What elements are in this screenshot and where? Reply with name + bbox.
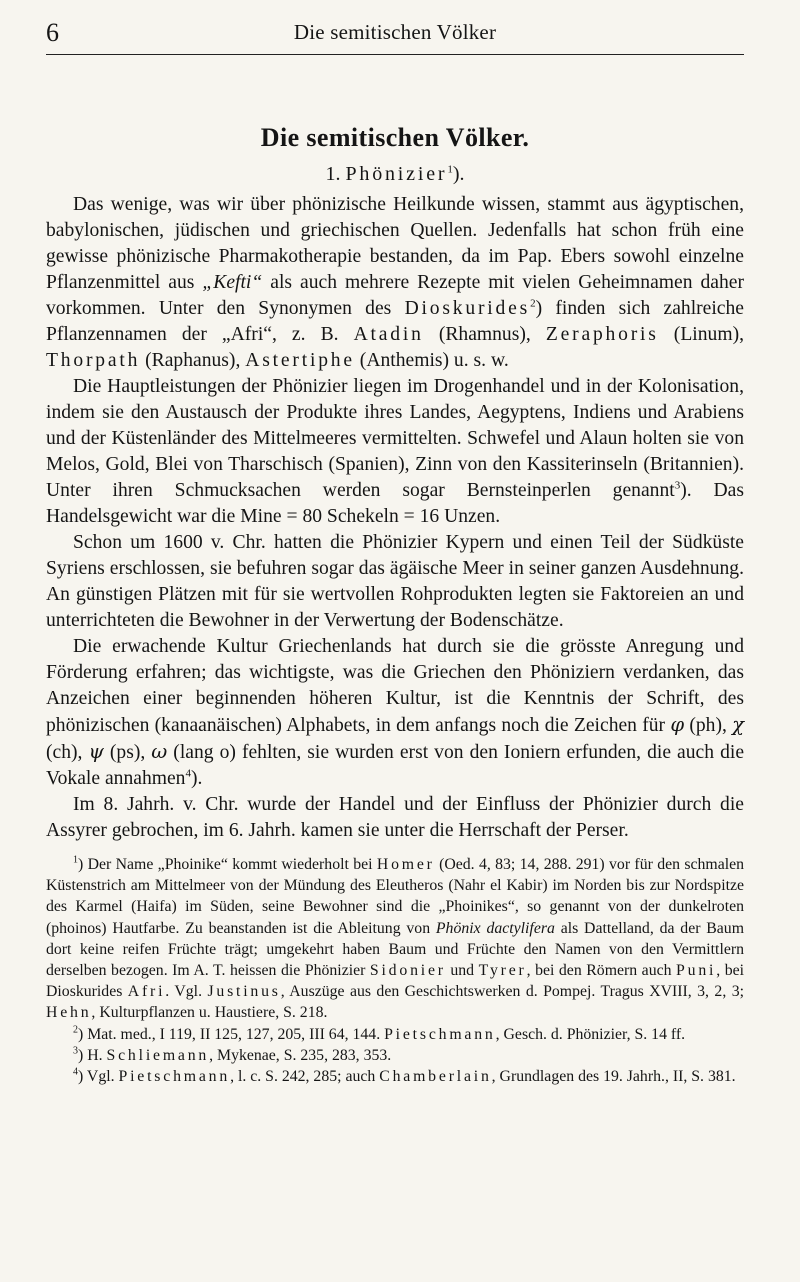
page-number: 6 bbox=[46, 18, 59, 47]
paragraph-4 bbox=[46, 634, 744, 792]
text-run: , Grundlagen des 19. Jahrh., II, S. 381. bbox=[491, 1068, 736, 1086]
text-run: . Vgl. bbox=[165, 983, 208, 1001]
page-header bbox=[46, 0, 744, 55]
footnote-ref-1[interactable]: 1 bbox=[447, 163, 453, 176]
footnote-4 bbox=[46, 1066, 744, 1087]
plant-name: Zeraphoris bbox=[545, 324, 659, 345]
text-run: ). Das Handelsgewicht war die Mine = 80 Schekeln = 16 Unzen. bbox=[46, 480, 745, 527]
name-dioskurides: Dioskurides bbox=[404, 298, 531, 319]
text-run: , Auszüge aus den Geschichtswerken d. Pompej. Tragus XVIII, 3, 2, 3; bbox=[280, 983, 744, 1001]
text-run: ) finden sich zahlreiche Pflanzennamen der „Afri“, z. B. bbox=[46, 298, 744, 345]
text-run: , Kulturpflanzen u. Haustiere, S. 218. bbox=[91, 1004, 328, 1022]
footnote-2 bbox=[46, 1024, 744, 1045]
text-run: und bbox=[445, 962, 479, 980]
name-schliemann: Schliemann bbox=[106, 1046, 210, 1064]
name-homer: Homer bbox=[376, 856, 435, 873]
plant-name: Atadin bbox=[353, 324, 424, 345]
text-run: , Mykenae, S. 235, 283, 353. bbox=[209, 1046, 392, 1064]
text-run: Die Hauptleistungen der Phönizier liegen im Drogenhandel und in der Kolonisation, indem sie den Austausch der Produkte ihres Landes, Aegyptens, Indiens und Arabiens und der Küstenländer des Mittelmeeres vermittelten. Schwefel und Alaun holten sie von Melos, Gold, Blei von Tharschisch (Spanien), Zinn von den Kassiterinseln (Britannien). Unter ihren Schmucksachen werden sogar Bernsteinperlen genannt bbox=[46, 376, 744, 501]
term-kefti: „Kefti“ bbox=[202, 272, 263, 293]
name-tyrer: Tyrer bbox=[478, 962, 527, 980]
name-hehn: Hehn bbox=[46, 1004, 92, 1022]
paragraph-5: Im 8. Jahrh. v. Chr. wurde der Handel und der Einfluss der Phönizier durch die Assyrer gebrochen, im 6. Jahrh. kamen sie unter die Herrschaft der Perser. bbox=[46, 794, 744, 841]
section-heading bbox=[46, 163, 744, 186]
text-run: , Gesch. d. Phönizier, S. 14 ff. bbox=[495, 1025, 686, 1043]
footnote-mark: 3 bbox=[73, 1045, 78, 1057]
text-run: (Anthemis) u. s. w. bbox=[354, 350, 509, 371]
text-run: , bei Dioskurides bbox=[46, 962, 745, 1001]
greek-letter-psi: ψ bbox=[88, 740, 104, 763]
footnotes bbox=[46, 854, 744, 1087]
text-run: ). bbox=[190, 768, 203, 789]
name-pietschmann: Pietschmann bbox=[118, 1068, 231, 1086]
footnote-mark: 4 bbox=[73, 1066, 78, 1078]
footnote-3 bbox=[46, 1045, 744, 1066]
text-run: (Linum), bbox=[658, 324, 744, 345]
text-run: (ph), bbox=[684, 715, 733, 736]
text-run: (lang o) fehlten, sie wurden erst von den Ioniern erfunden, die auch die Vokale annahmen bbox=[46, 742, 745, 789]
text-run: als Dattelland, da der Baum dort keine reifen Früchte trägt; umgekehrt haben Baum und Früchte den Namen von den Vermittlern derselben bezogen. Im A. T. heissen die Phönizier bbox=[46, 919, 744, 980]
text-run: (ch), bbox=[46, 742, 89, 763]
footnote-mark: 1 bbox=[73, 854, 78, 866]
section-name: Phönizier bbox=[345, 163, 448, 185]
plant-name: Astertiphe bbox=[245, 350, 355, 371]
paragraph-2 bbox=[46, 374, 744, 530]
paragraph-1 bbox=[46, 192, 744, 374]
running-title: Die semitischen Völker bbox=[293, 20, 497, 44]
plant-name: Thorpath bbox=[46, 350, 141, 371]
main-text bbox=[46, 192, 744, 844]
greek-letter-omega: ω bbox=[151, 740, 168, 763]
name-puni: Puni bbox=[676, 962, 717, 980]
text-run: Die erwachende Kultur Griechenlands hat durch sie die grösste Anregung und Förderung erfahren; das wichtigste, was die Griechen den Phöniziern verdanken, das Anzeichen einer beginnenden höheren Kultur, ist die Kenntnis der Schrift, des phönizischen (kanaanäischen) Alphabets, in dem anfangs noch die Zeichen für bbox=[46, 636, 744, 736]
text-run: , l. c. S. 242, 285; auch bbox=[230, 1068, 380, 1086]
name-justinus: Justinus bbox=[207, 983, 281, 1001]
greek-letter-chi: χ bbox=[732, 713, 745, 736]
section-heading-end: ). bbox=[452, 163, 465, 185]
footnote-ref-4[interactable]: 4 bbox=[185, 767, 191, 780]
footnote-1 bbox=[46, 854, 744, 1024]
term-phoenix: Phönix dactylifera bbox=[435, 919, 555, 937]
text-run: Das wenige, was wir über phönizische Heilkunde wissen, stammt aus ägyptischen, babylonischen, jüdischen und griechischen Quellen. Jedenfalls hat schon früh eine gewisse phönizische Pharmakotherapie bestanden, da im Pap. Ebers sowohl einzelne Pflanzenmittel aus bbox=[46, 194, 744, 293]
paragraph-3: Schon um 1600 v. Chr. hatten die Phönizier Kypern und einen Teil der Südküste Syriens erschlossen, sie befuhren sogar das ägäische Meer in seiner ganzen Ausdehnung. An günstigen Plätzen mit für sie wertvollen Rohprodukten legten sie Faktoreien an und unterrichteten die Bewohner in der Verwertung der Bodenschätze. bbox=[46, 532, 744, 631]
greek-letter-phi: φ bbox=[670, 713, 685, 736]
text-run: (ps), bbox=[103, 742, 152, 763]
text-run: (Raphanus), bbox=[140, 350, 246, 371]
text-run: (Oed. 4, 83; 14, 288. 291) vor für den schmalen Küstenstrich am Mittelmeer von der Mündung des Eleutheros (Nahr el Kabir) im Norden bis zur Nordspitze des Karmel (Haifa) im Süden, seine Bewohner sind die „Phoinikes“, so genannt von der dunkelroten (phoinos) Hautfarbe. Zu beanstanden ist die Ableitung von bbox=[46, 856, 744, 937]
text-run: ) Der Name „Phoinike“ kommt wiederholt bei bbox=[78, 856, 377, 873]
name-pietschmann: Pietschmann bbox=[384, 1025, 496, 1043]
footnote-ref-2[interactable]: 2 bbox=[530, 297, 536, 310]
footnote-mark: 2 bbox=[73, 1024, 78, 1036]
text-run: (Rhamnus), bbox=[423, 324, 546, 345]
name-chamberlain: Chamberlain bbox=[379, 1068, 492, 1086]
footnote-ref-3[interactable]: 3 bbox=[674, 479, 681, 492]
chapter-title: Die semitischen Völker. bbox=[260, 123, 530, 152]
section-number: 1. bbox=[325, 163, 341, 185]
text-run: ) Vgl. bbox=[78, 1068, 119, 1086]
name-sidonier: Sidonier bbox=[369, 962, 446, 980]
text-run: ) H. bbox=[78, 1046, 107, 1064]
text-run: , bei den Römern auch bbox=[526, 962, 677, 980]
text-run: als auch mehrere Rezepte mit vielen Geheimnamen daher vorkommen. Unter den Synonymen des bbox=[46, 272, 744, 319]
name-afri: Afri bbox=[127, 983, 166, 1001]
text-run: ) Mat. med., I 119, II 125, 127, 205, III 64, 144. bbox=[78, 1025, 385, 1043]
